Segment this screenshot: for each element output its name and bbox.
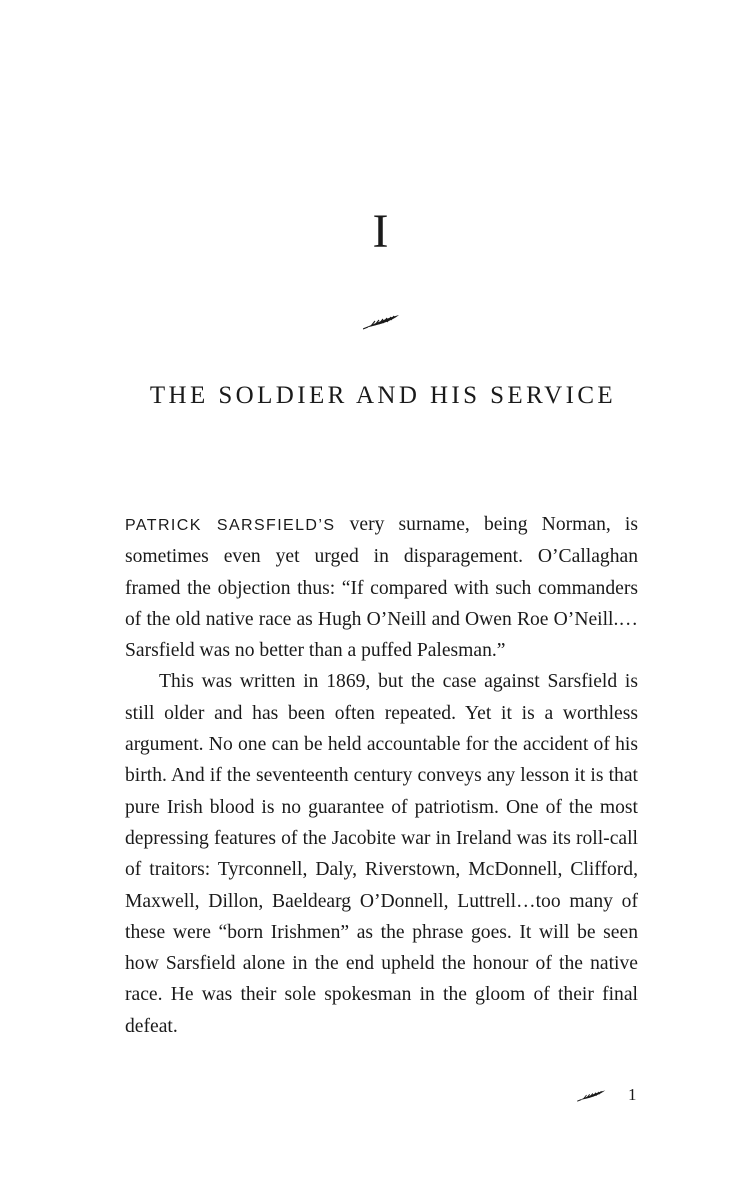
body-text xyxy=(125,509,638,1042)
page-footer xyxy=(576,1082,646,1108)
quill-feather-icon xyxy=(576,1088,608,1102)
lead-in-name: PATRICK SARSFIELD’S xyxy=(125,517,336,534)
paragraph-2: This was written in 1869, but the case against Sarsfield is still older and has been often repeated. Yet it is a worthless argument. No one can be held accountable for the accident of his birth. And if the seventeenth century conveys any lesson it is that pure Irish blood is no guarantee of patriotism. One of the most depressing features of the Jacobite war in Ireland was its roll-call of traitors: Tyrconnell, Daly, Riverstown, McDonnell, Clifford, Maxwell, Dillon, Baeldearg O’Donnell, Luttrell…too many of these were “born Irishmen” as the phrase goes. It will be seen how Sarsfield alone in the end upheld the honour of the native race. He was their sole spokesman in the gloom of their final defeat. xyxy=(125,671,638,1037)
paragraph-1 xyxy=(125,509,638,666)
chapter-title: THE SOLDIER AND HIS SERVICE xyxy=(149,382,617,409)
quill-feather-icon xyxy=(363,312,401,330)
page-number: 1 xyxy=(628,1085,637,1104)
paragraph-1-text: very surname, being Norman, is sometimes even yet urged in disparagement. O’Callaghan framed the objection thus: “If compared with such commanders of the old native race as Hugh O’Neill and Owen Roe O’Neill.… Sarsfield was no better than a puffed Palesman.” xyxy=(125,514,638,662)
chapter-number: I xyxy=(372,205,390,258)
